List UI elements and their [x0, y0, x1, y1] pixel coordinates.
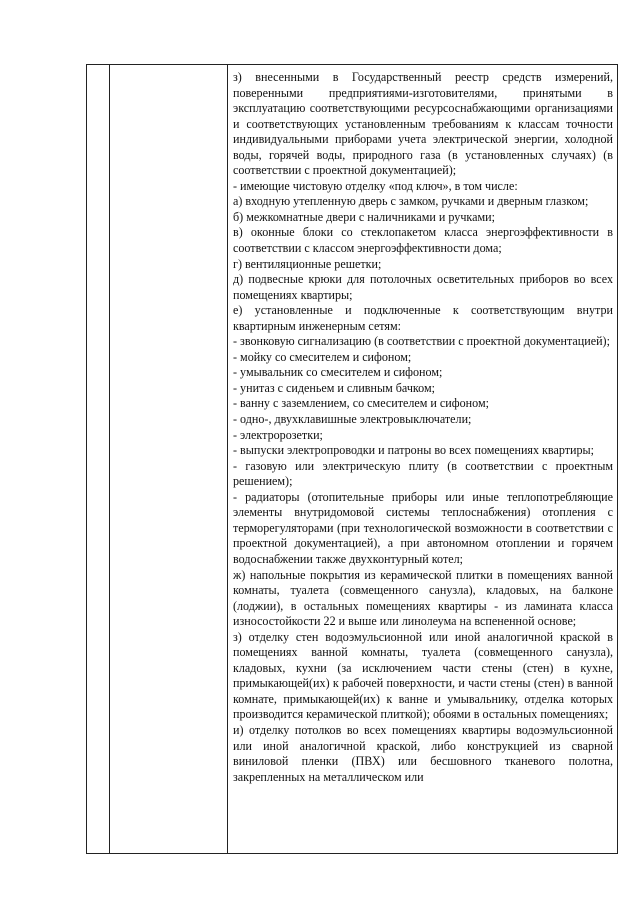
paragraph-finishing-intro: - имеющие чистовую отделку «под ключ», в том числе: [233, 178, 518, 193]
list-item-stove: - газовую или электрическую плиту (в соответствии с проектным решением); [233, 458, 613, 489]
paragraph-floor-coverings: ж) напольные покрытия из керамической плитки в помещениях ванной комнаты, туалета (совмещенного санузла), кладовых, на балконе (лоджии), в остальных помещениях квартиры - из ламината класса износостойкости 22 и выше или линолеума на вспененной основе; [233, 567, 613, 629]
list-item-doorbell: - звонковую сигнализацию (в соответствии с проектной документацией); [233, 334, 610, 349]
list-item-toilet: - унитаз с сиденьем и сливным бачком; [233, 380, 435, 395]
document-table [86, 64, 618, 854]
paragraph-interior-doors: б) межкомнатные двери с наличниками и ручками; [233, 209, 495, 224]
paragraph-ceiling-finishing: и) отделку потолков во всех помещениях квартиры водоэмульсионной или иной аналогичной краской, либо конструкцией из сварной виниловой пленки (ПВХ) или бесшовного тканевого полотна, закрепленных на металлическом или [233, 722, 613, 784]
list-item-wiring-outlets: - выпуски электропроводки и патроны во всех помещениях квартиры; [233, 443, 595, 458]
paragraph-ceiling-hooks: д) подвесные крюки для потолочных осветительных приборов во всех помещениях квартиры; [233, 272, 613, 302]
list-item-bathtub: - ванну с заземлением, со смесителем и сифоном; [233, 396, 489, 411]
list-item-washbasin: - умывальник со смесителем и сифоном; [233, 365, 443, 380]
list-item-radiators: - радиаторы (отопительные приборы или иные теплопотребляющие элементы внутридомовой системы теплоснабжения) отопления с терморегуляторами (при технологической возможности в соответствии с проектной документацией), а при автономном отоплении и горячем водоснабжении также двухконтурный котел; [233, 489, 613, 566]
paragraph-installed-equipment: е) установленные и подключенные к соответствующим внутри квартирным инженерным сетям: [233, 303, 613, 333]
paragraph-wall-finishing: з) отделку стен водоэмульсионной или иной аналогичной краской в помещениях ванной комнаты, туалета (совмещенного санузла), кладовых, кухни (за исключением части стены (стен) в кухне, примыкающей(их) к рабочей поверхности, и части стены (стен) в ванной комнате, примыкающей(их) к ванне и умывальнику, отделка которых производится керамической плиткой); обоями в остальных помещениях; [233, 629, 613, 722]
paragraph-meters: з) внесенными в Государственный реестр средств измерений, поверенными предприятиями-изготовителями, принятыми в эксплуатацию соответствующими ресурсоснабжающими организациями и соответствующих установленным требованиям к классам точности индивидуальными приборами учета электрической энергии, холодной воды, горячей воды, природного газа (в установленных случаях) (в соответствии с проектной документацией); [233, 70, 613, 178]
requirements-text-cell [233, 70, 613, 785]
column-divider-2 [227, 65, 228, 853]
paragraph-ventilation-grilles: г) вентиляционные решетки; [233, 256, 382, 271]
list-item-sink: - мойку со смесителем и сифоном; [233, 349, 412, 364]
list-item-sockets: - электророзетки; [233, 427, 323, 442]
paragraph-window-blocks: в) оконные блоки со стеклопакетом класса энергоэффективности в соответствии с классом энергоэффективности дома; [233, 225, 613, 256]
column-divider-1 [109, 65, 110, 853]
list-item-switches: - одно-, двухклавишные электровыключатели; [233, 412, 472, 427]
paragraph-entrance-door: а) входную утепленную дверь с замком, ручками и дверным глазком; [233, 194, 589, 209]
